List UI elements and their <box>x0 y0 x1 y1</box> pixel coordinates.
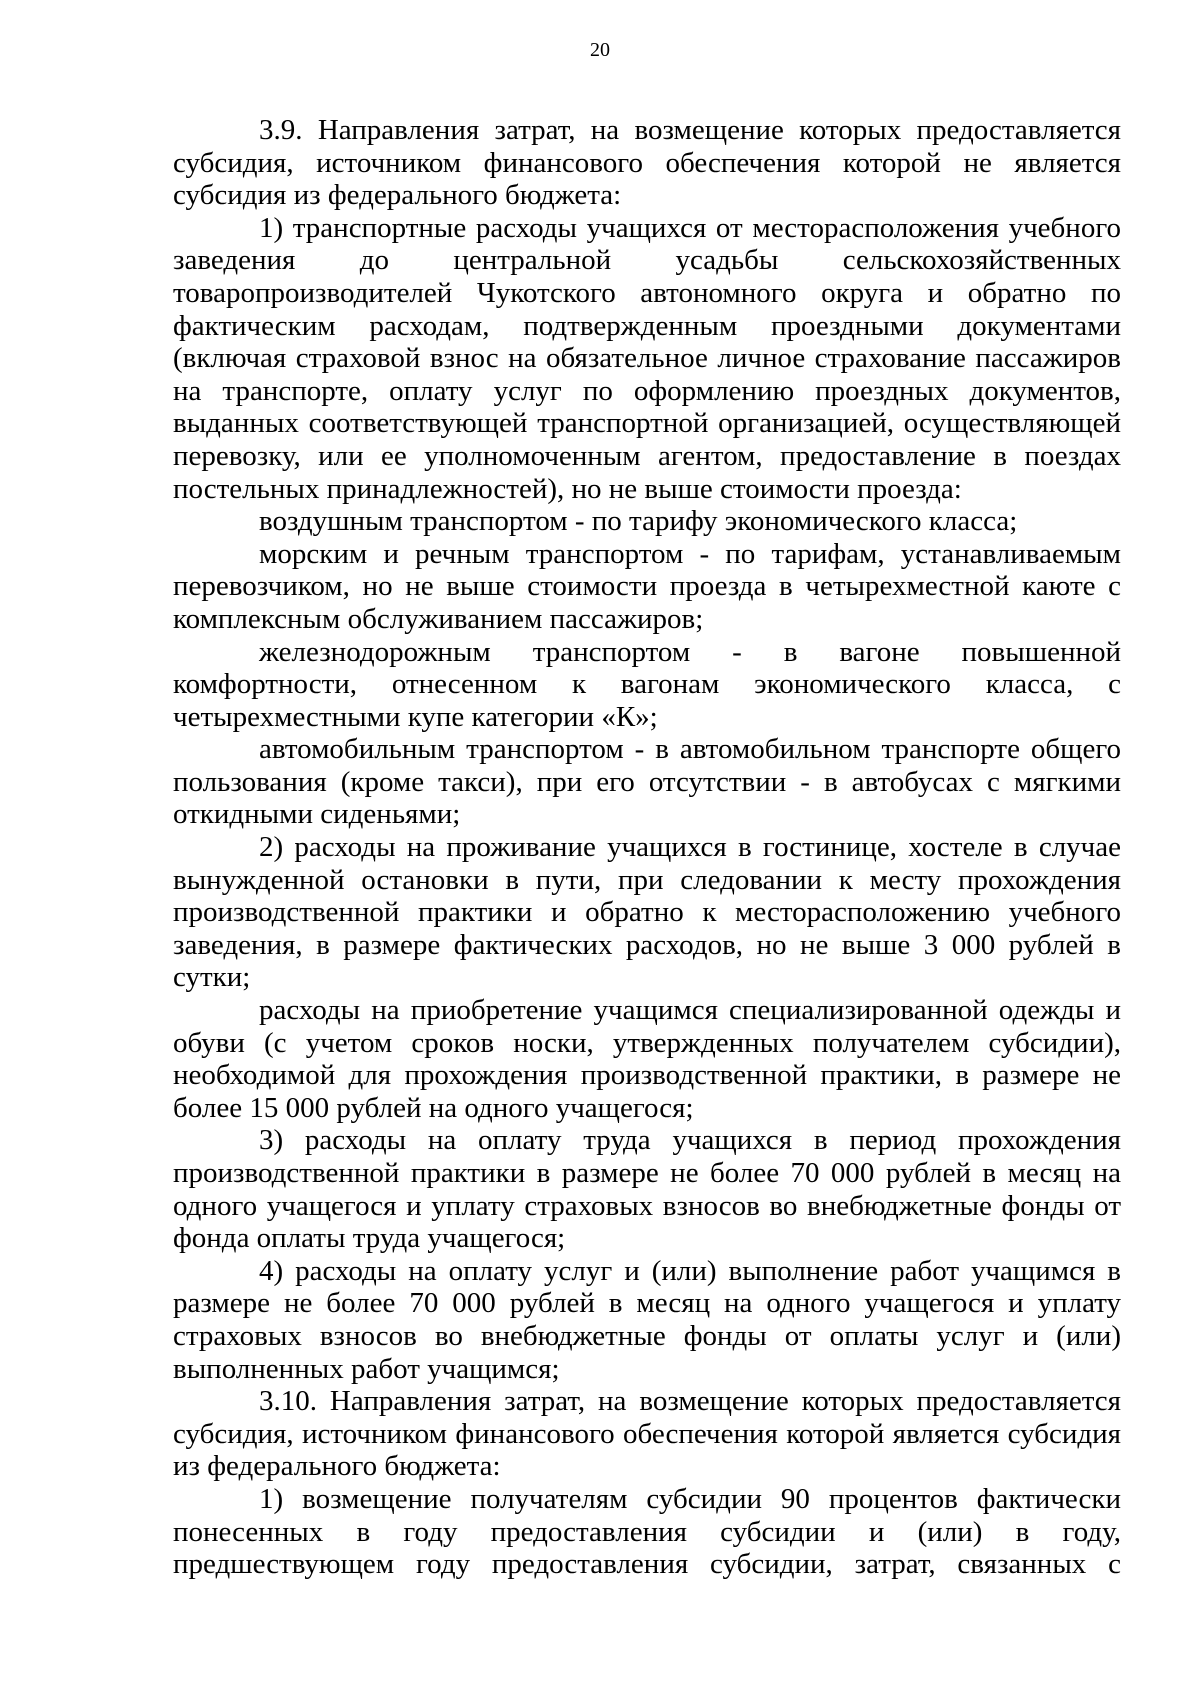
paragraph-3-9-item-2: 2) расходы на проживание учащихся в гостинице, хостеле в случае вынужденной остановки в пути, при следовании к месту прохождения производственной практики и обратно к месторасположению учебного заведения, в размере фактических расходов, но не выше 3 000 рублей в сутки; <box>173 831 1121 994</box>
paragraph-special-clothing: расходы на приобретение учащимся специализированной одежды и обуви (с учетом сроков носки, утвержденных получателем субсидии), необходимой для прохождения производственной практики, в размере не более 15 000 рублей на одного учащегося; <box>173 994 1121 1124</box>
paragraph-sea-river-transport: морским и речным транспортом - по тарифам, устанавливаемым перевозчиком, но не выше стоимости проезда в четырехместной каюте с комплексным обслуживанием пассажиров; <box>173 537 1121 635</box>
page-number: 20 <box>590 39 610 61</box>
paragraph-road-transport: автомобильным транспортом - в автомобильном транспорте общего пользования (кроме такси), при его отсутствии - в автобусах с мягкими откидными сиденьями; <box>173 733 1121 831</box>
paragraph-rail-transport: железнодорожным транспортом - в вагоне повышенной комфортности, отнесенном к вагонам экономического класса, с четырехместными купе категории «К»; <box>173 635 1121 733</box>
document-body <box>173 114 1121 1581</box>
paragraph-air-transport: воздушным транспортом - по тарифу экономического класса; <box>259 505 1018 538</box>
paragraph-3-9-item-1: 1) транспортные расходы учащихся от месторасположения учебного заведения до центральной усадьбы сельскохозяйственных товаропроизводителей Чукотского автономного округа и обратно по фактическим расходам, подтвержденным проездными документами (включая страховой взнос на обязательное личное страхование пассажиров на транспорте, оплату услуг по оформлению проездных документов, выданных соответствующей транспортной организацией, осуществляющей перевозку, или ее уполномоченным агентом, предоставление в поездах постельных принадлежностей), но не выше стоимости проезда: <box>173 211 1121 505</box>
paragraph-3-9-item-3: 3) расходы на оплату труда учащихся в период прохождения производственной практики в размере не более 70 000 рублей в месяц на одного учащегося и уплату страховых взносов во внебюджетные фонды от фонда оплаты труда учащегося; <box>173 1124 1121 1255</box>
paragraph-3-10-item-1: 1) возмещение получателям субсидии 90 процентов фактически понесенных в году предоставления субсидии и (или) в году, предшествующем году предоставления субсидии, затрат, связанных с <box>173 1482 1121 1581</box>
paragraph-3-9: 3.9. Направления затрат, на возмещение которых предоставляется субсидия, источником финансового обеспечения которой не является субсидия из федерального бюджета: <box>173 114 1121 212</box>
paragraph-3-9-item-4: 4) расходы на оплату услуг и (или) выполнение работ учащимся в размере не более 70 000 рублей в месяц на одного учащегося и уплату страховых взносов во внебюджетные фонды от оплаты услуг и (или) выполненных работ учащимся; <box>173 1254 1121 1385</box>
paragraph-3-10: 3.10. Направления затрат, на возмещение которых предоставляется субсидия, источником финансового обеспечения которой является субсидия из федерального бюджета: <box>173 1385 1121 1483</box>
